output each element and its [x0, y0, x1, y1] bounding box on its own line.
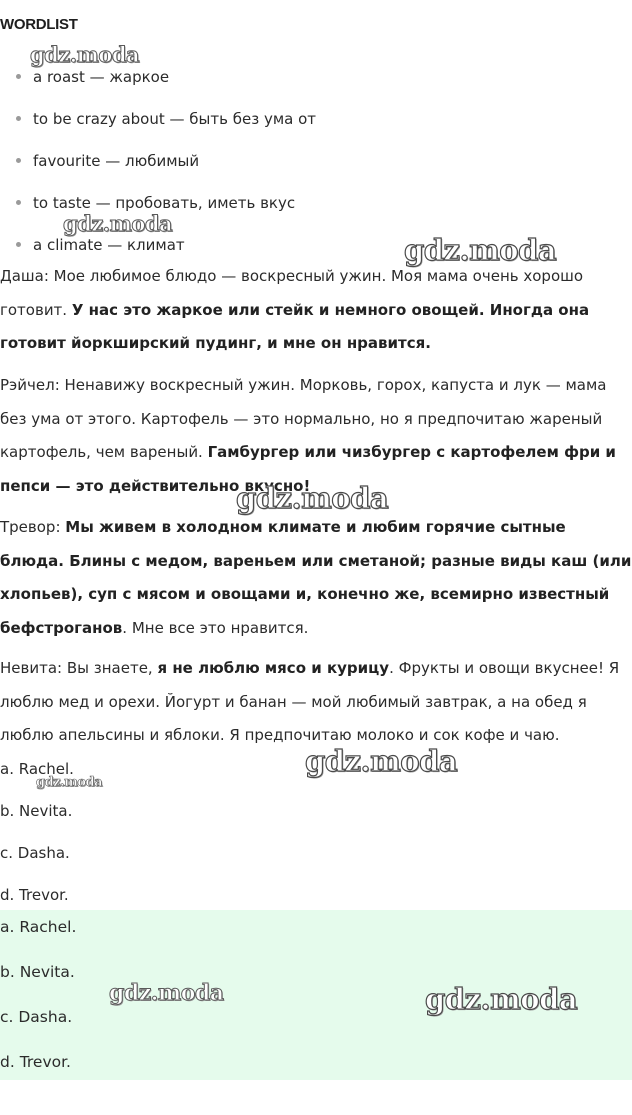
- watermark: gdz.moda: [404, 233, 557, 267]
- wordlist-item: to be crazy about — быть без ума от: [0, 100, 632, 142]
- answer-d: d. Trevor.: [0, 1053, 71, 1071]
- paragraph-dasha: Даша: Мое любимое блюдо — воскресный ужин. Моя мама очень хорошо готовит. У нас это жаркое или стейк и немного овощей. Иногда она готовит йоркширский пудинг, и мне он нравится.: [0, 267, 590, 352]
- option-c: c. Dasha.: [0, 844, 70, 862]
- wordlist-item: a roast — жаркое: [0, 58, 632, 100]
- bullet-icon: [16, 116, 21, 121]
- watermark: gdz.moda: [30, 42, 140, 67]
- bullet-icon: [16, 242, 21, 247]
- wordlist-item: a climate — климат: [0, 226, 632, 268]
- answer-b: b. Nevita.: [0, 963, 75, 981]
- watermark: gdz.moda: [36, 775, 103, 790]
- option-d: d. Trevor.: [0, 886, 69, 904]
- wordlist-heading: WORDLIST: [0, 16, 78, 33]
- wordlist-item: favourite — любимый: [0, 142, 632, 184]
- wordlist-item: to taste — пробовать, иметь вкус: [0, 184, 632, 226]
- watermark: gdz.moda: [236, 481, 389, 515]
- wordlist: [0, 58, 632, 268]
- watermark: gdz.moda: [109, 980, 224, 1006]
- paragraph-nevita: Невита: Вы знаете, я не люблю мясо и курицу. Фрукты и овощи вкуснее! Я люблю мед и орехи. Йогурт и банан — мой любимый завтрак, а на обед я люблю апельсины и яблоки. Я предпочитаю молоко и сок кофе и чаю.: [0, 659, 620, 744]
- watermark: gdz.moda: [305, 744, 458, 778]
- paragraph-rachel: Рэйчел: Ненавижу воскресный ужин. Морковь, горох, капуста и лук — мама без ума от этого. Картофель — это нормально, но я предпочитаю жареный картофель, чем вареный. Гамбургер или чизбургер с картофелем фри и пепси — это действительно вкусно!: [0, 376, 616, 495]
- watermark: gdz.moda: [63, 211, 173, 236]
- bullet-icon: [16, 200, 21, 205]
- bullet-icon: [16, 158, 21, 163]
- option-b: b. Nevita.: [0, 802, 73, 820]
- answer-block: [0, 910, 632, 1080]
- answer-c: c. Dasha.: [0, 1008, 73, 1026]
- answer-a: a. Rachel.: [0, 918, 77, 936]
- bullet-icon: [16, 74, 21, 79]
- paragraph-trevor: Тревор: Мы живем в холодном климате и любим горячие сытные блюда. Блины с медом, вареньем или сметаной; разные виды каш (или хлопьев), суп с мясом и овощами и, конечно же, всемирно известный бефстроганов. Мне все это нравится.: [0, 518, 632, 637]
- option-a: a. Rachel.: [0, 760, 74, 778]
- watermark: gdz.moda: [425, 982, 578, 1016]
